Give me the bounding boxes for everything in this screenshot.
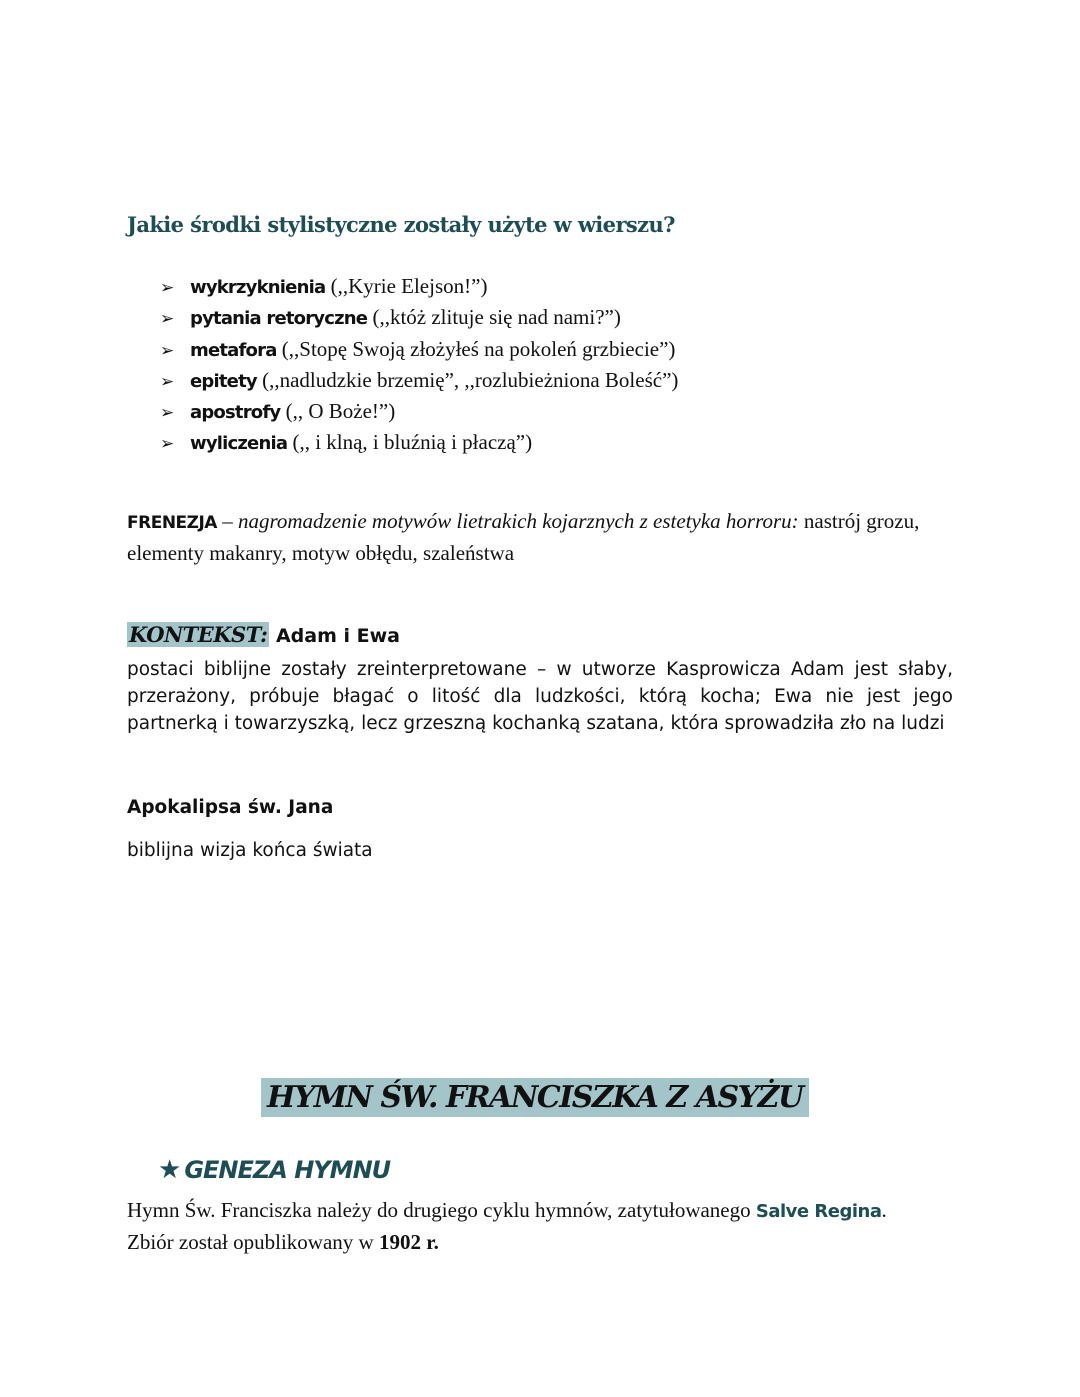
hymn-title: HYMN ŚW. FRANCISZKA Z ASYŻU xyxy=(261,1078,809,1117)
list-item xyxy=(160,303,678,334)
device-term: wykrzyknienia xyxy=(190,277,326,298)
apokalipsa-heading: Apokalipsa św. Jana xyxy=(127,797,334,818)
apokalipsa-text: biblijna wizja końca świata xyxy=(127,840,373,861)
device-example: (,,Stopę Swoją złożyłeś na pokoleń grzbiecie”) xyxy=(276,336,676,361)
device-term: wyliczenia xyxy=(190,433,288,455)
device-example: (,,któż zlituje się nad nami?”) xyxy=(367,305,621,330)
geneza-text-3: Zbiór został opublikowany w xyxy=(127,1230,379,1254)
list-item xyxy=(160,272,678,303)
stylistic-devices-list xyxy=(160,272,678,460)
list-item xyxy=(160,366,678,397)
kontekst-text: postaci biblijne zostały zreinterpretowane – w utworze Kasprowicza Adam jest słaby, przerażony, próbuje błagać o litość dla ludzkości, którą kocha; Ewa nie jest jego partnerką i towarzyszką, lecz grzeszną kochanką szatana, która sprowadziła zło na ludzi xyxy=(127,659,953,734)
device-term: pytania retoryczne xyxy=(190,308,368,330)
frenezja-term: FRENEZJA xyxy=(127,513,217,533)
device-term: metafora xyxy=(190,339,277,361)
device-example: (,,nadludzkie brzemię”, ,,rozlubieżniona Boleść”) xyxy=(256,367,679,392)
kontekst-label: KONTEKST: xyxy=(129,622,268,647)
device-term: apostrofy xyxy=(190,402,281,424)
device-example: (,, O Boże!”) xyxy=(280,399,396,424)
salve-regina: Salve Regina xyxy=(755,1201,882,1222)
list-item xyxy=(160,428,678,459)
device-example: (,, i klną, i bluźnią i płaczą”) xyxy=(287,430,533,455)
geneza-heading xyxy=(158,1155,390,1185)
dash: – xyxy=(216,509,238,533)
geneza-text-2: . xyxy=(881,1198,887,1222)
arrow-bullet-icon: ➢ xyxy=(160,340,175,361)
frenezja-definition xyxy=(127,506,957,568)
frenezja-rest: nastrój grozu, elementy makanry, motyw obłędu, szaleństwa xyxy=(127,509,920,565)
star-icon: ★ xyxy=(158,1155,181,1185)
publication-year: 1902 r. xyxy=(378,1230,439,1254)
arrow-bullet-icon: ➢ xyxy=(160,278,175,298)
arrow-bullet-icon: ➢ xyxy=(160,434,175,455)
list-item xyxy=(160,335,678,366)
geneza-text xyxy=(127,1195,887,1258)
geneza-text-1: Hymn Św. Franciszka należy do drugiego cyklu hymnów, zatytułowanego xyxy=(127,1198,756,1222)
arrow-bullet-icon: ➢ xyxy=(160,403,175,424)
list-item xyxy=(160,397,678,428)
device-example: (,,Kyrie Elejson!”) xyxy=(325,274,488,298)
kontekst-subject: Adam i Ewa xyxy=(269,625,400,647)
device-term: epitety xyxy=(190,370,257,392)
geneza-heading-text: GENEZA HYMNU xyxy=(184,1156,391,1184)
arrow-bullet-icon: ➢ xyxy=(160,371,175,392)
arrow-bullet-icon: ➢ xyxy=(160,309,175,330)
kontekst-heading xyxy=(127,622,400,648)
frenezja-definition-text: nagromadzenie motywów lietrakich kojarznych z estetyka horroru: xyxy=(237,509,799,533)
question-heading: Jakie środki stylistyczne zostały użyte w wierszu? xyxy=(127,212,675,237)
